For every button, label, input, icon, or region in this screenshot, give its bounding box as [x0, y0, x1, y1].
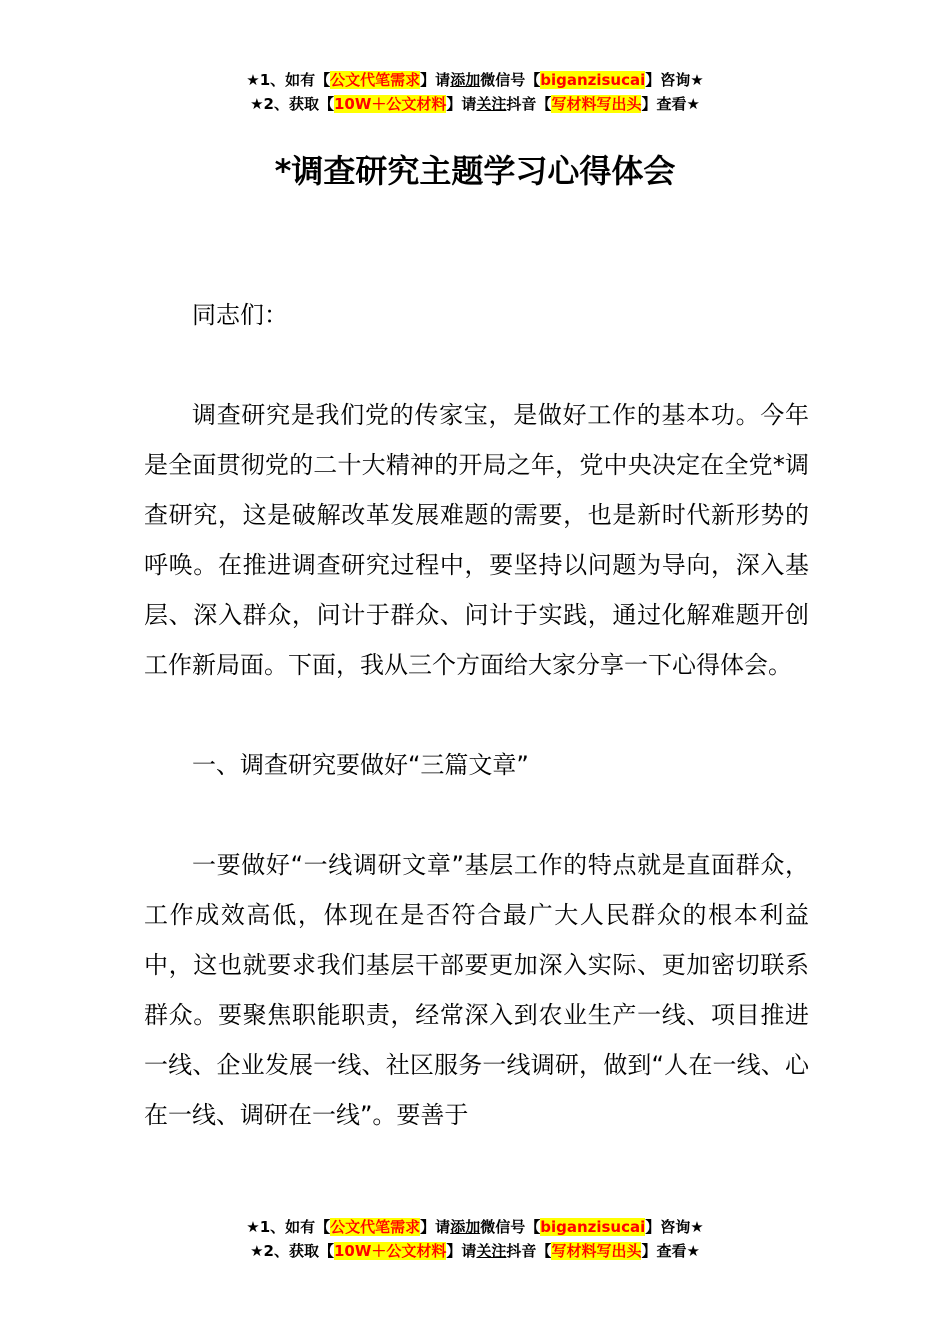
paragraph-gap	[144, 790, 809, 840]
document-body	[144, 290, 809, 1140]
paragraph-gap	[144, 690, 809, 740]
banner-text: 】咨询★	[645, 71, 704, 89]
banner-text: 】查看★	[641, 95, 700, 113]
document-title: *调查研究主题学习心得体会	[274, 152, 676, 190]
header-banner	[0, 68, 950, 116]
paragraph-gap	[144, 340, 809, 390]
banner-text: 】请	[446, 1242, 477, 1260]
banner-text: 】请	[420, 1218, 451, 1236]
banner-underline: 添加	[450, 1218, 481, 1236]
salutation: 同志们：	[192, 301, 288, 329]
banner-line-1	[0, 68, 950, 92]
banner-highlight: 公文代笔需求	[330, 1218, 421, 1236]
banner-text: 】查看★	[641, 1242, 700, 1260]
banner-text: ★1、如有【	[246, 1218, 331, 1236]
banner-line-2	[0, 1239, 950, 1263]
banner-highlight: biganzisucai	[540, 1218, 646, 1236]
banner-text: 抖音【	[506, 95, 552, 113]
banner-highlight: 10W＋公文材料	[333, 95, 447, 113]
footer-banner	[0, 1215, 950, 1263]
banner-underline: 关注	[476, 95, 507, 113]
banner-text: 抖音【	[506, 1242, 552, 1260]
banner-text: ★1、如有【	[246, 71, 331, 89]
body-paragraph: 调查研究是我们党的传家宝，是做好工作的基本功。今年是全面贯彻党的二十大精神的开局之年，党中央决定在全党*调查研究，这是破解改革发展难题的需要，也是新时代新形势的呼唤。在推进调查研究过程中，要坚持以问题为导向，深入基层、深入群众，问计于群众、问计于实践，通过化解难题开创工作新局面。下面，我从三个方面给大家分享一下心得体会。	[144, 401, 809, 679]
banner-highlight: 公文代笔需求	[330, 71, 421, 89]
banner-text: 微信号【	[480, 1218, 541, 1236]
section-heading: 一、调查研究要做好“三篇文章”	[192, 751, 529, 779]
banner-text: ★2、获取【	[250, 1242, 334, 1260]
banner-text: 微信号【	[480, 71, 541, 89]
banner-highlight: 写材料写出头	[551, 95, 642, 113]
banner-text: 】请	[446, 95, 477, 113]
banner-underline: 关注	[476, 1242, 507, 1260]
banner-text: ★2、获取【	[250, 95, 334, 113]
banner-text: 】咨询★	[645, 1218, 704, 1236]
body-paragraph: 一要做好“一线调研文章”基层工作的特点就是直面群众，工作成效高低，体现在是否符合最广大人民群众的根本利益中，这也就要求我们基层干部要更加深入实际、更加密切联系群众。要聚焦职能职责，经常深入到农业生产一线、项目推进一线、企业发展一线、社区服务一线调研，做到“人在一线、心在一线、调研在一线”。要善于	[144, 851, 809, 1129]
banner-highlight: biganzisucai	[540, 71, 646, 89]
banner-highlight: 写材料写出头	[551, 1242, 642, 1260]
banner-line-1	[0, 1215, 950, 1239]
banner-text: 】请	[420, 71, 451, 89]
banner-underline: 添加	[450, 71, 481, 89]
banner-line-2	[0, 92, 950, 116]
banner-highlight: 10W＋公文材料	[333, 1242, 447, 1260]
